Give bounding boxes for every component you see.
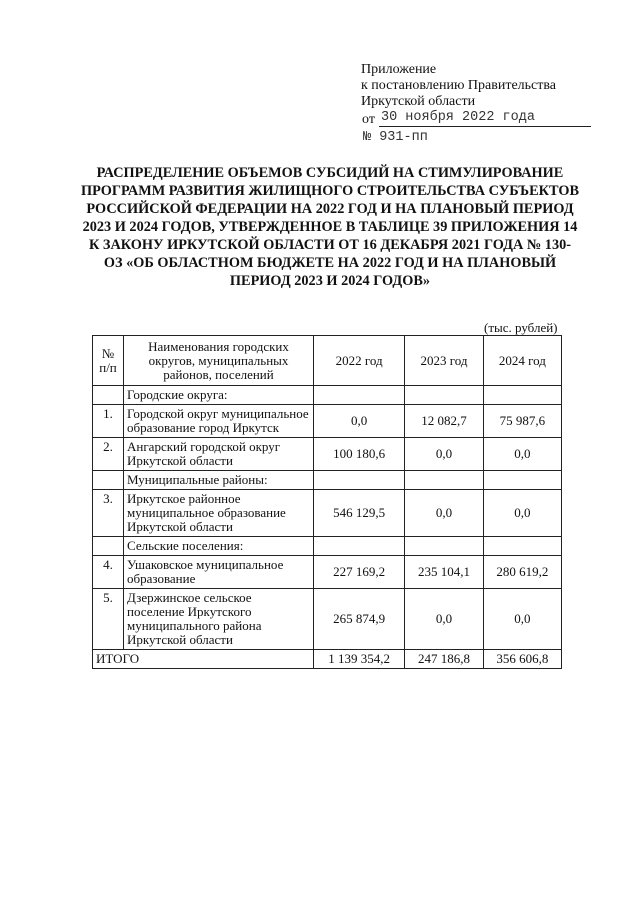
table-row xyxy=(93,556,562,589)
table-group-row xyxy=(93,471,562,490)
resolution-date: 30 ноября 2022 года xyxy=(381,110,535,125)
row-name: Дзержинское сельское поселение Иркутского муниципального района Иркутской области xyxy=(124,589,314,650)
row-2022: 546 129,5 xyxy=(314,490,405,537)
row-name: Ушаковское муниципальное образование xyxy=(124,556,314,589)
unit-label: (тыс. рублей) xyxy=(484,320,558,335)
appendix-date-row xyxy=(361,110,591,128)
group-label: Сельские поселения: xyxy=(124,537,314,556)
total-2022: 1 139 354,2 xyxy=(314,650,405,669)
row-2024: 75 987,6 xyxy=(483,405,561,438)
row-name: Иркутское районное муниципальное образование Иркутской области xyxy=(124,490,314,537)
appendix-number-row xyxy=(361,130,591,148)
row-2023: 12 082,7 xyxy=(405,405,483,438)
subsidy-table xyxy=(92,335,562,669)
row-name: Городской округ муниципальное образование город Иркутск xyxy=(124,405,314,438)
row-2023: 235 104,1 xyxy=(405,556,483,589)
document-title: РАСПРЕДЕЛЕНИЕ ОБЪЕМОВ СУБСИДИЙ НА СТИМУЛИРОВАНИЕ ПРОГРАММ РАЗВИТИЯ ЖИЛИЩНОГО СТРОИТЕЛЬСТВА СУБЪЕКТОВ РОССИЙСКОЙ ФЕДЕРАЦИИ НА 2022 ГОД И НА ПЛАНОВЫЙ ПЕРИОД 2023 И 2024 ГОДОВ, УТВЕРЖДЕННОЕ В ТАБЛИЦЕ 39 ПРИЛОЖЕНИЯ 14 К ЗАКОНУ ИРКУТСКОЙ ОБЛАСТИ ОТ 16 ДЕКАБРЯ 2021 ГОДА № 130-ОЗ «ОБ ОБЛАСТНОМ БЮДЖЕТЕ НА 2022 ГОД И НА ПЛАНОВЫЙ ПЕРИОД 2023 И 2024 ГОДОВ» xyxy=(81,165,579,289)
table-header-row xyxy=(93,336,562,386)
total-label: ИТОГО xyxy=(93,650,314,669)
row-2024: 280 619,2 xyxy=(483,556,561,589)
table-group-row xyxy=(93,537,562,556)
row-num: 5. xyxy=(93,589,124,650)
total-2024: 356 606,8 xyxy=(483,650,561,669)
date-prefix: от xyxy=(362,112,375,127)
header-2023: 2023 год xyxy=(405,336,483,386)
row-2024: 0,0 xyxy=(483,438,561,471)
row-2023: 0,0 xyxy=(405,589,483,650)
row-name: Ангарский городской округ Иркутской области xyxy=(124,438,314,471)
date-underline xyxy=(379,126,591,127)
row-2024: 0,0 xyxy=(483,490,561,537)
row-2024: 0,0 xyxy=(483,589,561,650)
table-row xyxy=(93,405,562,438)
table-row xyxy=(93,589,562,650)
header-num: № п/п xyxy=(93,336,124,386)
table-row xyxy=(93,490,562,537)
row-2022: 227 169,2 xyxy=(314,556,405,589)
appendix-block xyxy=(361,62,591,148)
header-2024: 2024 год xyxy=(483,336,561,386)
table-total-row xyxy=(93,650,562,669)
appendix-line-3: Иркутской области xyxy=(361,94,476,109)
row-2023: 0,0 xyxy=(405,490,483,537)
row-num: 2. xyxy=(93,438,124,471)
table-group-row xyxy=(93,386,562,405)
row-num: 4. xyxy=(93,556,124,589)
row-2022: 100 180,6 xyxy=(314,438,405,471)
header-name: Наименования городских округов, муниципальных районов, поселений xyxy=(124,336,314,386)
group-label: Муниципальные районы: xyxy=(124,471,314,490)
table-row xyxy=(93,438,562,471)
total-2023: 247 186,8 xyxy=(405,650,483,669)
appendix-line-2: к постановлению Правительства xyxy=(361,78,557,93)
row-2023: 0,0 xyxy=(405,438,483,471)
group-label: Городские округа: xyxy=(124,386,314,405)
row-num: 3. xyxy=(93,490,124,537)
appendix-line-1: Приложение xyxy=(361,62,437,77)
resolution-number: № 931-пп xyxy=(363,130,428,145)
row-num: 1. xyxy=(93,405,124,438)
row-2022: 0,0 xyxy=(314,405,405,438)
row-2022: 265 874,9 xyxy=(314,589,405,650)
header-2022: 2022 год xyxy=(314,336,405,386)
